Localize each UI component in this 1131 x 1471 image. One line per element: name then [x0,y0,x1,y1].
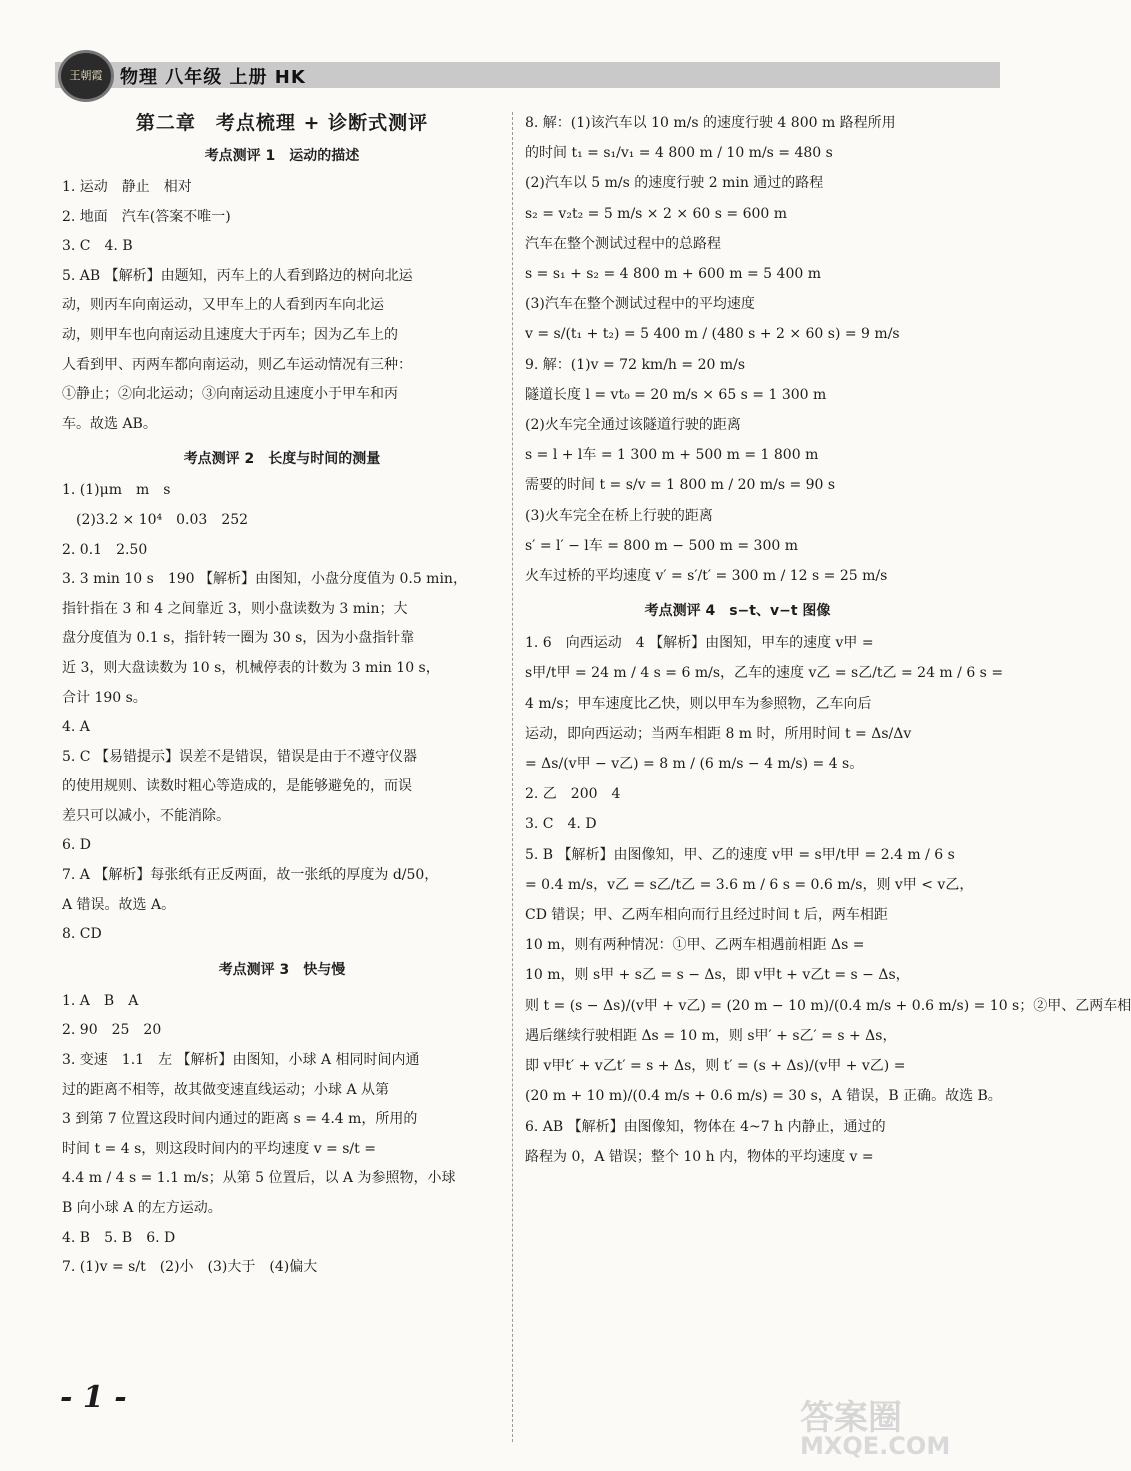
answer-line: 3. C 4. D [525,816,597,833]
section-heading: 考点测评 1 运动的描述 [204,148,360,164]
answer-line: 隧道长度 l = vt₀ = 20 m/s × 65 s = 1 300 m [525,386,827,403]
right-column [525,108,1131,1172]
answer-line: 即 v甲t′ + v乙t′ = s + Δs，则 t′ = (s + Δs)/(v甲 + v乙) = [525,1058,906,1075]
answer-line: s = l + l车 = 1 300 m + 500 m = 1 800 m [525,447,819,464]
answer-line: (3)火车完全在桥上行驶的距离 [525,507,713,524]
answer-line: 动，则甲车也向南运动且速度大于丙车；因为乙车上的 [62,326,398,343]
page-header [0,0,1000,100]
publisher-logo: 王朝霞 [58,50,114,102]
answer-line: 的使用规则、读数时粗心等造成的，是能够避免的，而误 [62,778,412,795]
answer-line: 4. B 5. B 6. D [62,1229,176,1246]
answer-line: 4. A [62,719,90,736]
answer-line: (2)3.2 × 10⁴ 0.03 252 [62,511,249,528]
left-column-body [62,145,502,1283]
left-column [62,108,502,1283]
answer-line: 动，则丙车向南运动，又甲车上的人看到丙车向北运 [62,297,384,314]
answer-line: 汽车在整个测试过程中的总路程 [525,235,721,252]
answer-line: 1. (1)μm m s [62,482,171,499]
answer-line: v = s/(t₁ + t₂) = 5 400 m / (480 s + 2 × 60 s) = 9 m/s [525,326,900,343]
answer-line: (2)汽车以 5 m/s 的速度行驶 2 min 通过的路程 [525,175,824,192]
answer-line: = 0.4 m/s，v乙 = s乙/t乙 = 3.6 m / 6 s = 0.6 m/s，则 v甲 < v乙， [525,876,974,893]
answer-line: 指针指在 3 和 4 之间靠近 3，则小盘读数为 3 min；大 [62,600,408,617]
answer-line: ①静止；②向北运动；③向南运动且速度小于甲车和丙 [62,386,398,403]
answer-line: 遇后继续行驶相距 Δs = 10 m，则 s甲′ + s乙′ = s + Δs， [525,1027,897,1044]
answer-line: 差只可以减小，不能消除。 [62,807,230,824]
section-heading: 考点测评 2 长度与时间的测量 [183,451,381,468]
answer-line: 火车过桥的平均速度 v′ = s′/t′ = 300 m / 12 s = 25 m/s [525,568,888,585]
answer-line: 1. A B A [62,992,139,1009]
answer-line: (20 m + 10 m)/(0.4 m/s + 0.6 m/s) = 30 s，A 错误，B 正确。故选 B。 [525,1088,1002,1105]
answer-line: 2. 地面 汽车(答案不唯一) [62,208,231,225]
header-title: 物理 八年级 上册 HK [120,67,306,88]
answer-line: A 错误。故选 A。 [62,896,176,913]
answer-line: 7. A 【解析】每张纸有正反两面，故一张纸的厚度为 d/50， [62,867,439,884]
answer-line: 车。故选 AB。 [62,415,157,432]
answer-line: s′ = l′ − l车 = 800 m − 500 m = 300 m [525,537,798,554]
answer-line: 3. 变速 1.1 左 【解析】由图知，小球 A 相同时间内通 [62,1052,420,1069]
chapter-title: 第二章 考点梳理 + 诊断式测评 [135,112,429,134]
answer-line: 人看到甲、丙两车都向南运动，则乙车运动情况有三种： [62,356,412,373]
answer-line: 1. 6 向西运动 4 【解析】由图知，甲车的速度 v甲 = [525,635,874,652]
answer-line: 2. 乙 200 4 [525,786,621,803]
answer-line: s₂ = v₂t₂ = 5 m/s × 2 × 60 s = 600 m [525,205,788,222]
answer-line: 时间 t = 4 s，则这段时间内的平均速度 v = s/t = [62,1140,376,1157]
section-heading: 考点测评 4 s−t、v−t 图像 [644,603,831,620]
answer-line: 9. 解：(1)v = 72 km/h = 20 m/s [525,356,746,373]
answer-line: 5. AB 【解析】由题知，丙车上的人看到路边的树向北运 [62,267,413,284]
answer-line: 5. C 【易错提示】误差不是错误，错误是由于不遵守仪器 [62,748,417,765]
answer-line: (2)火车完全通过该隧道行驶的距离 [525,417,741,434]
answer-line: 盘分度值为 0.1 s，指针转一圈为 30 s，因为小盘指针靠 [62,630,415,647]
answer-line: 3 到第 7 位置这段时间内通过的距离 s = 4.4 m，所用的 [62,1111,418,1128]
answer-line: 6. D [62,837,92,854]
answer-line: 10 m，则有两种情况：①甲、乙两车相遇前相距 Δs = [525,937,865,954]
answer-line: 近 3，则大盘读数为 10 s，机械停表的计数为 3 min 10 s， [62,659,440,676]
answer-line: 8. 解：(1)该汽车以 10 m/s 的速度行驶 4 800 m 路程所用 [525,115,896,131]
answer-line: 10 m，则 s甲 + s乙 = s − Δs，即 v甲t + v乙t = s − Δs， [525,967,910,984]
answer-line: 1. 运动 静止 相对 [62,179,192,195]
watermark-url: MXQE.COM [800,1432,951,1460]
answer-line: CD 错误；甲、乙两车相向而行且经过时间 t 后，两车相距 [525,907,888,924]
right-column-body [525,108,1131,1172]
answer-line: 4 m/s；甲车速度比乙快，则以甲车为参照物，乙车向后 [525,695,872,712]
answer-line: (3)汽车在整个测试过程中的平均速度 [525,296,755,313]
page-number: - 1 - [60,1380,127,1415]
answer-line: 的时间 t₁ = s₁/v₁ = 4 800 m / 10 m/s = 480 s [525,145,833,162]
answer-line: 5. B 【解析】由图像知，甲、乙的速度 v甲 = s甲/t甲 = 2.4 m / 6 s [525,846,955,863]
answer-line: = Δs/(v甲 − v乙) = 8 m / (6 m/s − 4 m/s) = 4 s。 [525,756,864,773]
answer-line: 3. C 4. B [62,238,133,255]
answer-line: B 向小球 A 的左方运动。 [62,1200,222,1216]
answer-line: 路程为 0，A 错误；整个 10 h 内，物体的平均速度 v = [525,1148,874,1165]
column-divider [512,112,513,1442]
answer-line: 运动，即向西运动；当两车相距 8 m 时，所用时间 t = Δs/Δv [525,725,912,742]
answer-line: 6. AB 【解析】由图像知，物体在 4~7 h 内静止，通过的 [525,1118,886,1135]
answer-line: 3. 3 min 10 s 190 【解析】由图知，小盘分度值为 0.5 min， [62,571,467,588]
answer-line: 4.4 m / 4 s = 1.1 m/s；从第 5 位置后，以 A 为参照物，小球 [62,1170,456,1187]
section-heading: 考点测评 3 快与慢 [218,961,346,978]
answer-line: s甲/t甲 = 24 m / 4 s = 6 m/s，乙车的速度 v乙 = s乙/t乙 = 24 m / 6 s = [525,665,1004,682]
answer-line: 过的距离不相等，故其做变速直线运动；小球 A 从第 [62,1081,390,1098]
answer-line: 则 t = (s − Δs)/(v甲 + v乙) = (20 m − 10 m)/(0.4 m/s + 0.6 m/s) = 10 s；②甲、乙两车相 [525,997,1131,1014]
answer-line: s = s₁ + s₂ = 4 800 m + 600 m = 5 400 m [525,266,821,283]
answer-line: 2. 0.1 2.50 [62,541,148,558]
watermark-logo: 答案圈 [800,1398,902,1438]
answer-line: 合计 190 s。 [62,689,147,706]
answer-line: 需要的时间 t = s/v = 1 800 m / 20 m/s = 90 s [525,477,836,494]
answer-line: 2. 90 25 20 [62,1022,162,1039]
answer-line: 8. CD [62,926,102,943]
answer-line: 7. (1)v = s/t (2)小 (3)大于 (4)偏大 [62,1259,318,1276]
